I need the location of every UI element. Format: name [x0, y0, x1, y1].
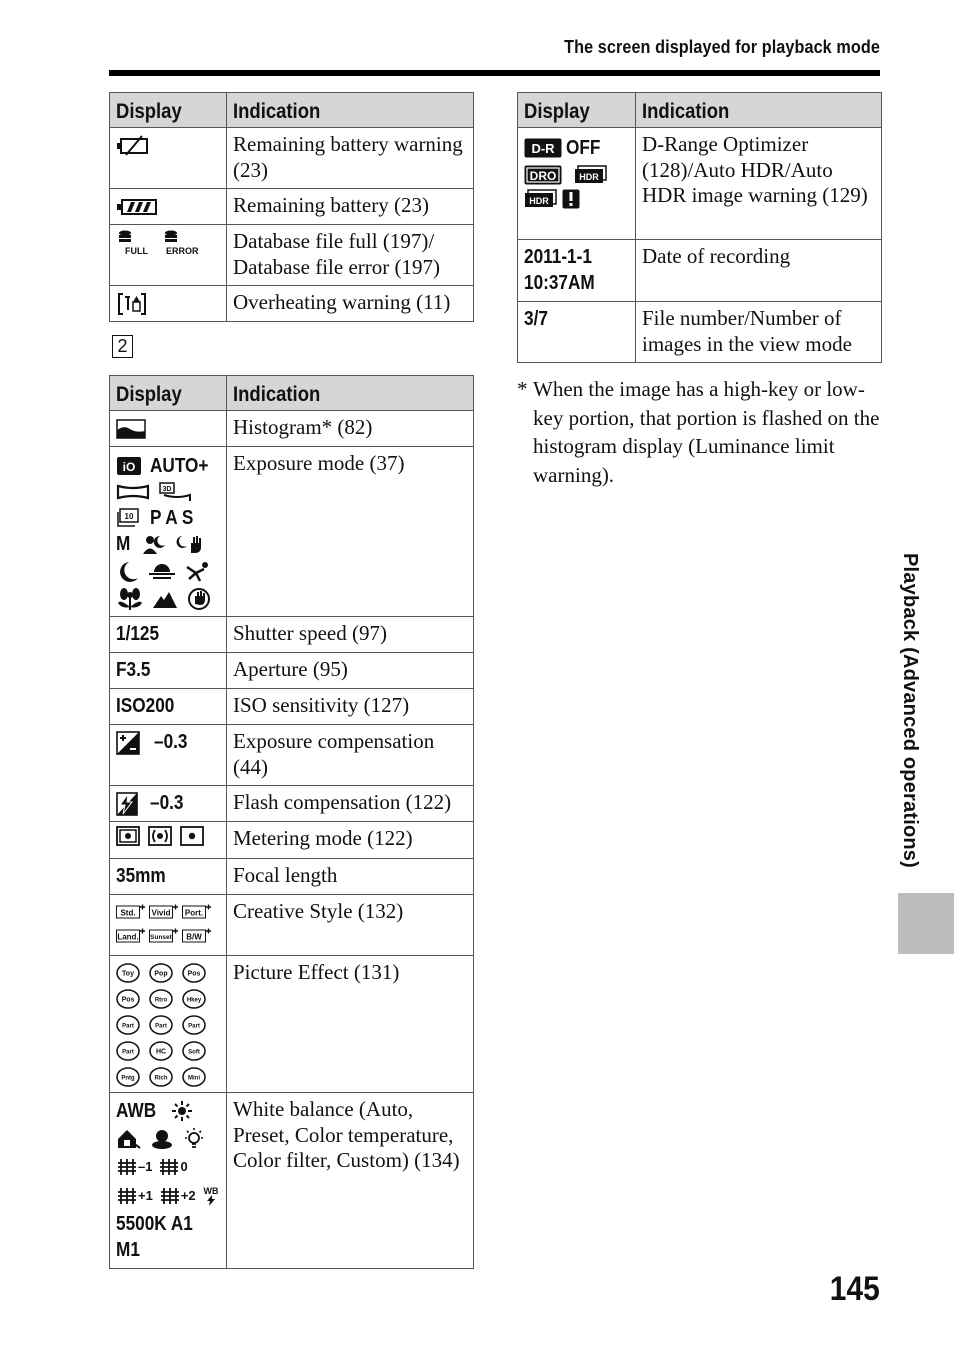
display-cell	[110, 447, 227, 617]
footnote	[517, 375, 882, 489]
superior-auto-label: AUTO+	[150, 455, 209, 477]
picture-effect-badge	[182, 989, 206, 1009]
table-row	[110, 447, 474, 617]
indication-cell: Overheating warning (11)	[227, 286, 474, 322]
svg-text:Mini: Mini	[188, 1075, 200, 1082]
cloudy-icon	[150, 1128, 174, 1150]
flash-wb-icon	[202, 1185, 220, 1207]
table-row	[110, 895, 474, 956]
display-cell	[518, 302, 636, 363]
display-cell	[110, 725, 227, 786]
table-row	[110, 617, 474, 653]
creative-style-badge	[182, 927, 212, 943]
picture-effect-badge	[182, 1041, 206, 1061]
creative-style-badge	[149, 927, 179, 943]
picture-effect-badge	[116, 1041, 140, 1061]
flash-compensation-icon	[116, 792, 138, 816]
svg-text:Toy: Toy	[122, 970, 134, 978]
display-cell	[110, 1093, 227, 1269]
svg-text:DRO: DRO	[529, 169, 557, 183]
battery-remaining-icon	[116, 197, 158, 217]
svg-text:Land.: Land.	[117, 932, 139, 942]
aperture-value: F3.5	[116, 659, 151, 681]
svg-text:B/W: B/W	[186, 932, 202, 942]
table-row	[110, 1093, 474, 1269]
svg-text:Sunset: Sunset	[150, 934, 172, 941]
iso-value: ISO200	[116, 695, 175, 717]
indication-cell: Database file full (197)/ Database file error (197)	[227, 225, 474, 286]
table-row	[110, 286, 474, 322]
file-number-value: 3/7	[524, 308, 548, 330]
picture-effect-icons	[116, 963, 220, 1087]
intelligent-auto-icon	[116, 456, 142, 476]
handheld-twilight-icon	[175, 533, 205, 555]
header-display: Display	[110, 376, 227, 411]
sweep-panorama-icon	[116, 483, 150, 501]
creative-style-badge	[116, 927, 146, 943]
table-main	[109, 375, 474, 1269]
indication-cell: Exposure compensation (44)	[227, 725, 474, 786]
table-row	[110, 189, 474, 225]
indication-cell: File number/Number of images in the view mode	[636, 302, 882, 363]
table-row	[110, 225, 474, 286]
color-temp-filter-label: 5500K A1	[116, 1213, 193, 1235]
dro-badge-icon	[524, 165, 562, 185]
header-display: Display	[110, 93, 227, 128]
svg-text:Pntg: Pntg	[121, 1075, 135, 1082]
picture-effect-badge	[149, 1067, 173, 1087]
display-cell	[110, 786, 227, 822]
indication-cell: Focal length	[227, 859, 474, 895]
indication-cell: White balance (Auto, Preset, Color temperature, Color filter, Custom) (134)	[227, 1093, 474, 1269]
svg-text:Part: Part	[122, 1023, 134, 1030]
sunset-icon	[148, 561, 176, 583]
svg-text:Soft: Soft	[188, 1049, 200, 1056]
creative-style-badge	[182, 903, 212, 919]
display-cell	[518, 128, 636, 240]
table-row	[110, 822, 474, 859]
svg-text:Rich: Rich	[154, 1075, 168, 1082]
warning-exclamation-icon	[562, 189, 580, 209]
page-number: 145	[830, 1270, 880, 1308]
indication-cell: ISO sensitivity (127)	[227, 689, 474, 725]
night-scene-icon	[116, 560, 140, 584]
svg-text:Pos: Pos	[187, 970, 201, 978]
table-row	[110, 956, 474, 1093]
db-full-label: FULL	[125, 246, 148, 256]
svg-text:Hkey: Hkey	[186, 997, 202, 1004]
pas-mode-label: P A S	[150, 507, 194, 529]
svg-text:HDR: HDR	[529, 196, 549, 206]
database-full-error-icon	[116, 229, 202, 264]
indication-cell: D-Range Optimizer (128)/Auto HDR/Auto HDR image warning (129)	[636, 128, 882, 240]
d-range-optimizer-icons	[524, 135, 629, 209]
db-error-label: ERROR	[166, 246, 199, 256]
creative-style-icons	[116, 903, 220, 943]
display-cell	[110, 128, 227, 189]
svg-text:D-R: D-R	[531, 141, 555, 156]
svg-text:10: 10	[124, 512, 134, 521]
table-row	[110, 128, 474, 189]
flash-compensation-value: –0.3	[149, 792, 184, 814]
fluorescent-cool-white-icon: 0	[158, 1154, 187, 1180]
indication-cell: Metering mode (122)	[227, 822, 474, 859]
indication-cell: Aperture (95)	[227, 653, 474, 689]
recording-time-value: 10:37AM	[524, 272, 595, 294]
indication-cell: Date of recording	[636, 240, 882, 302]
indication-cell: Shutter speed (97)	[227, 617, 474, 653]
daylight-icon	[171, 1100, 193, 1122]
histogram-icon	[116, 419, 146, 439]
picture-effect-badge	[182, 963, 206, 983]
table-row	[110, 859, 474, 895]
shutter-speed-value: 1/125	[116, 623, 160, 645]
svg-text:Std.: Std.	[120, 908, 136, 918]
table-row	[518, 128, 882, 240]
macro-icon	[116, 587, 144, 611]
creative-style-badge	[116, 903, 146, 919]
creative-style-badge	[149, 903, 179, 919]
awb-label: AWB	[116, 1100, 157, 1122]
table-row	[110, 653, 474, 689]
manual-mode-label: M	[116, 533, 131, 555]
indication-cell: Remaining battery warning (23)	[227, 128, 474, 189]
display-cell	[110, 822, 227, 859]
anti-motion-blur-icon	[186, 587, 212, 611]
footnote-marker: *	[517, 377, 528, 401]
shade-icon	[116, 1128, 142, 1150]
header-indication: Indication	[227, 376, 474, 411]
table-row	[518, 240, 882, 302]
overheating-warning-icon	[116, 292, 148, 316]
d-range-badge-icon	[524, 138, 562, 158]
table-row	[110, 689, 474, 725]
picture-effect-badge	[149, 1015, 173, 1035]
side-section-title: Playback (Advanced operations)	[898, 552, 921, 868]
header-indication: Indication	[227, 93, 474, 128]
display-cell	[110, 225, 227, 286]
auto-hdr-icon	[574, 165, 608, 185]
indication-cell: Histogram* (82)	[227, 411, 474, 447]
portrait-scene-icon	[141, 533, 167, 555]
custom-wb-label: M1	[116, 1239, 140, 1261]
header-rule	[109, 70, 880, 76]
table-row	[110, 725, 474, 786]
exposure-compensation-icon	[116, 731, 140, 755]
white-balance-icons	[116, 1098, 220, 1263]
header-indication: Indication	[636, 93, 882, 128]
display-cell	[110, 411, 227, 447]
display-cell	[110, 653, 227, 689]
svg-text:iO: iO	[122, 460, 136, 474]
picture-effect-badge	[116, 963, 140, 983]
recording-date-value: 2011-1-1	[524, 246, 592, 268]
spot-metering-icon	[180, 826, 204, 846]
incandescent-icon	[182, 1127, 206, 1151]
svg-text:HC: HC	[155, 1048, 167, 1056]
indication-cell: Exposure mode (37)	[227, 447, 474, 617]
display-cell	[110, 895, 227, 956]
footnote-text: When the image has a high-key or low-key portion, that portion is flashed on the histogram display (Luminance limit warning).	[533, 377, 880, 487]
header-display: Display	[518, 93, 636, 128]
picture-effect-badge	[149, 989, 173, 1009]
svg-text:Rtro: Rtro	[154, 997, 168, 1004]
sports-icon	[184, 561, 212, 583]
svg-text:Pop: Pop	[154, 970, 168, 978]
display-cell	[110, 859, 227, 895]
continuous-priority-icon	[116, 507, 142, 529]
display-cell	[518, 240, 636, 302]
svg-text:Part: Part	[188, 1023, 200, 1030]
landscape-icon	[152, 588, 178, 610]
exposure-compensation-value: –0.3	[153, 731, 188, 753]
picture-effect-badge	[182, 1015, 206, 1035]
indication-cell: Creative Style (132)	[227, 895, 474, 956]
3d-sweep-panorama-icon	[158, 481, 192, 503]
svg-text:Part: Part	[155, 1023, 167, 1030]
picture-effect-badge	[116, 1015, 140, 1035]
fluorescent-day-white-icon: +1	[116, 1183, 153, 1209]
side-tab-marker	[898, 893, 954, 954]
section-marker: 2	[112, 335, 133, 358]
svg-text:Pos: Pos	[121, 996, 135, 1004]
metering-mode-icons	[116, 826, 204, 846]
picture-effect-badge	[149, 1041, 173, 1061]
table-row	[110, 786, 474, 822]
display-cell	[110, 286, 227, 322]
svg-text:WB: WB	[203, 1186, 219, 1196]
multi-metering-icon	[116, 826, 140, 846]
center-metering-icon	[148, 826, 172, 846]
fluorescent-daylight-icon: +2	[159, 1183, 196, 1209]
picture-effect-badge	[149, 963, 173, 983]
focal-length-value: 35mm	[116, 865, 166, 887]
indication-cell: Picture Effect (131)	[227, 956, 474, 1093]
fluorescent-warm-white-icon: –1	[116, 1154, 152, 1180]
table-row	[518, 302, 882, 363]
table-top-left	[109, 92, 474, 322]
display-cell	[110, 689, 227, 725]
svg-text:HDR: HDR	[579, 172, 599, 182]
svg-text:Part: Part	[122, 1049, 134, 1056]
table-right	[517, 92, 882, 363]
dro-off-label: OFF	[566, 137, 601, 159]
display-cell	[110, 956, 227, 1093]
exposure-mode-icons	[116, 453, 220, 611]
svg-text:3D: 3D	[162, 486, 172, 493]
indication-cell: Flash compensation (122)	[227, 786, 474, 822]
display-cell	[110, 189, 227, 225]
running-head: The screen displayed for playback mode	[564, 37, 880, 57]
picture-effect-badge	[116, 989, 140, 1009]
picture-effect-badge	[182, 1067, 206, 1087]
battery-warning-icon	[116, 134, 152, 158]
svg-text:Vivid: Vivid	[151, 908, 171, 918]
picture-effect-badge	[116, 1067, 140, 1087]
indication-cell: Remaining battery (23)	[227, 189, 474, 225]
svg-text:Port.: Port.	[184, 908, 204, 918]
auto-hdr-warning-hdr-icon	[524, 189, 558, 209]
display-cell	[110, 617, 227, 653]
table-row	[110, 411, 474, 447]
